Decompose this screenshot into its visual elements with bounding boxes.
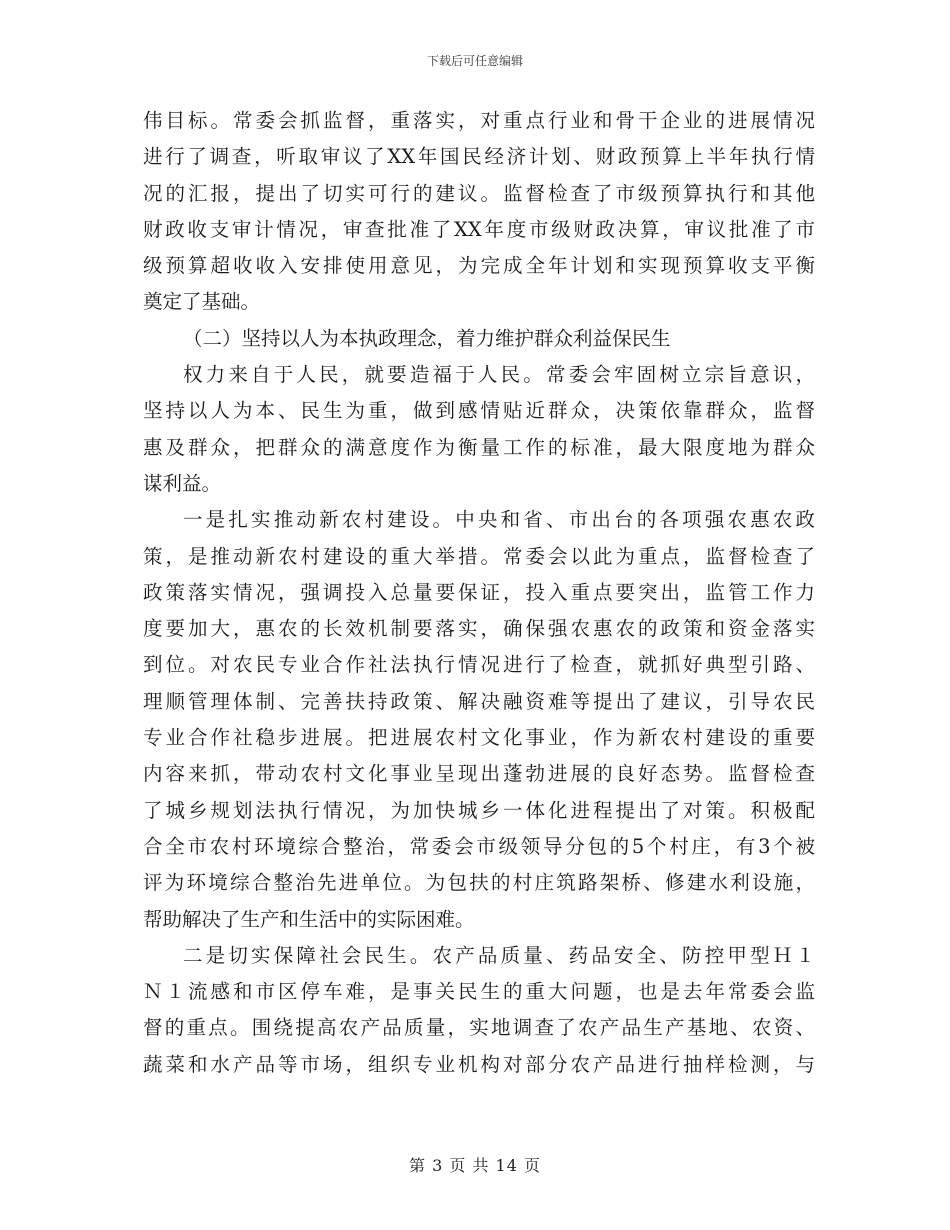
page-header: 下载后可任意编辑 <box>426 54 523 68</box>
text-line: 蔬菜和水产品等市场，组织专业机构对部分农产品进行抽样检测，与 <box>143 1052 815 1076</box>
text-line: 内容来抓，带动农村文化事业呈现出蓬勃进展的良好态势。监督检查 <box>143 762 815 786</box>
document-body <box>143 103 815 1083</box>
text-line: 况的汇报，提出了切实可行的建议。监督检查了市级预算执行和其他 <box>143 181 815 205</box>
text-line: 伟目标。常委会抓监督，重落实，对重点行业和骨干企业的进展情况 <box>143 109 815 132</box>
text-line: 专业合作社稳步进展。把进展农村文化事业，作为新农村建设的重要 <box>143 726 815 750</box>
text-line: 督的重点。围绕提高农产品质量，实地调查了农产品生产基地、农资、 <box>143 1016 815 1040</box>
text-line: 帮助解决了生产和生活中的实际困难。 <box>143 907 475 931</box>
text-line: 级预算超收收入安排使用意见，为完成全年计划和实现预算收支平衡 <box>143 254 815 278</box>
text-line: 理顺管理体制、完善扶持政策、解决融资难等提出了建议，引导农民 <box>143 689 815 713</box>
text-line: 权力来自于人民，就要造福于人民。常委会牢固树立宗旨意识， <box>183 363 815 387</box>
text-line: 策，是推动新农村建设的重大举措。常委会以此为重点，监督检查了 <box>143 544 815 568</box>
text-line: 合全市农村环境综合整治，常委会市级领导分包的5个村庄，有3个被 <box>143 834 815 858</box>
section-heading: （二）坚持以人为本执政理念，着力维护群众利益保民生 <box>183 326 671 350</box>
text-line: 评为环境综合整治先进单位。为包扶的村庄筑路架桥、修建水利设施， <box>143 871 815 895</box>
text-line: 一是扎实推动新农村建设。中央和省、市出台的各项强农惠农政 <box>183 508 815 532</box>
text-line: 财政收支审计情况，审查批准了XX年度市级财政决算，审议批准了市 <box>143 217 815 241</box>
text-line: 进行了调查，听取审议了XX年国民经济计划、财政预算上半年执行情 <box>143 145 815 169</box>
text-line: 二是切实保障社会民生。农产品质量、药品安全、防控甲型Ｈ１ <box>183 943 815 967</box>
text-line: 惠及群众，把群众的满意度作为衡量工作的标准，最大限度地为群众 <box>143 435 815 459</box>
text-line: 政策落实情况，强调投入总量要保证，投入重点要突出，监管工作力 <box>143 580 815 604</box>
text-line: 度要加大，惠农的长效机制要落实，确保强农惠农的政策和资金落实 <box>143 617 815 641</box>
text-line: 谋利益。 <box>143 471 222 495</box>
text-line: Ｎ１流感和市区停车难，是事关民生的重大问题，也是去年常委会监 <box>143 980 815 1004</box>
text-line: 坚持以人为本、民生为重，做到感情贴近群众，决策依靠群众，监督 <box>143 399 815 423</box>
text-line: 奠定了基础。 <box>143 290 261 314</box>
text-line: 到位。对农民专业合作社法执行情况进行了检查，就抓好典型引路、 <box>143 653 815 677</box>
page-footer: 第 3 页 共 14 页 <box>409 1156 541 1175</box>
text-line: 了城乡规划法执行情况，为加快城乡一体化进程提出了对策。积极配 <box>143 798 815 822</box>
